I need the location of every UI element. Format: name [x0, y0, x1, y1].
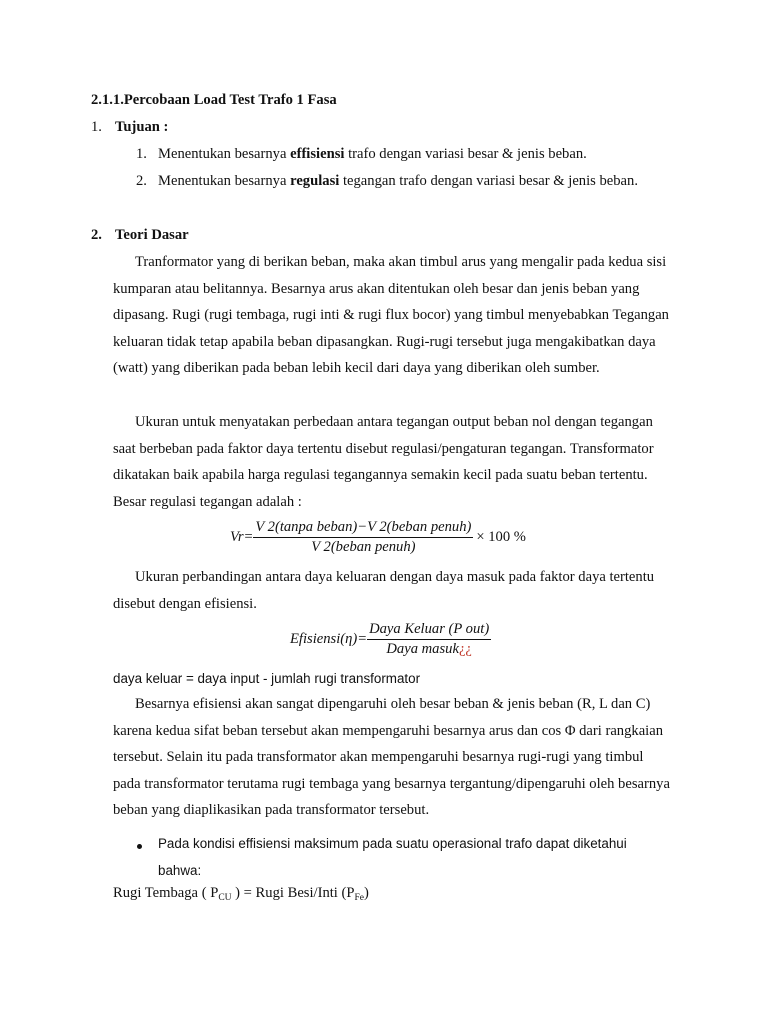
- tujuan-heading: 1. Tujuan :: [91, 119, 169, 135]
- formula-efisiensi: Efisiensi(η)= $\frac{\text{Daya Keluar (P out)}}{\text{Daya masuk¿¿}}$: [290, 621, 490, 657]
- bullet-text: Pada kondisi effisiensi maksimum pada suatu operasional trafo dapat diketahui bahwa:: [158, 836, 627, 878]
- teori-paragraph-1: Tranformator yang di berikan beban, maka akan timbul arus yang mengalir pada kedua sisi kumparan atau belitannya. Besarnya arus akan ditentukan oleh besar dan jenis beban yang dipasang. Rugi (rugi tembaga, rugi inti & rugi flux bocor) yang timbul menyebabkan Tegangan keluaran tidak tetap apabila beban dipasangkan. Rugi-rugi tersebut juga mengakibatkan daya (watt) yang diberikan pada beban lebih kecil dari daya yang diberikan oleh sumber.: [113, 254, 669, 377]
- tujuan-item-1: 1. Menentukan besarnya effisiensi trafo dengan variasi besar & jenis beban.: [136, 146, 587, 162]
- daya-keluar-line: daya keluar = daya input - jumlah rugi transformator: [113, 671, 421, 686]
- formula-regulasi: Vr= $\frac{\text{V 2(tanpa beban)−V 2(beban penuh)}}{\text{V 2(beban penuh)}}$ × 100 %: [230, 519, 526, 555]
- teori-heading: 2. Teori Dasar: [91, 227, 189, 243]
- formula-efisiensi-fraction: $\frac{\text{Daya Keluar (P out)}}{\text{Daya masuk¿¿}}$: [369, 621, 490, 657]
- teori-paragraph-2: Ukuran untuk menyatakan perbedaan antara tegangan output beban nol dengan tegangan saat berbeban pada faktor daya tertentu disebut regulasi/pengaturan tegangan. Transformator dikatakan baik apabila harga regulasi tegangannya semakin kecil pada suatu beban tertentu. Besar regulasi tegangan adalah :: [113, 414, 654, 510]
- formula-regulasi-fraction: $\frac{\text{V 2(tanpa beban)−V 2(beban penuh)}}{\text{V 2(beban penuh)}}$: [255, 519, 472, 555]
- tujuan-item-2: 2. Menentukan besarnya regulasi tegangan trafo dengan variasi besar & jenis beban.: [136, 173, 638, 189]
- section-heading: 2.1.1.Percobaan Load Test Trafo 1 Fasa: [91, 92, 337, 108]
- rugi-equation: Rugi Tembaga ( $P_{CU}$ ) = Rugi Besi/Inti $(P_{Fe})$: [113, 885, 369, 903]
- teori-paragraph-4: Besarnya efisiensi akan sangat dipengaruhi oleh besar beban & jenis beban (R, L dan C) karena kedua sifat beban tersebut akan mempengaruhi besarnya arus dan cos Φ dari rangkaian tersebut. Selain itu pada transformator akan mempengaruhi besarnya rugi-rugi yang timbul pada transformator terutama rugi tembaga yang besarnya tergantung/dipengaruhi oleh besarnya beban yang diaplikasikan pada transformator tersebut.: [113, 696, 670, 819]
- teori-paragraph-3: Ukuran perbandingan antara daya keluaran dengan daya masuk pada faktor daya tertentu disebut dengan efisiensi.: [113, 569, 655, 612]
- bullet-dot: [137, 837, 142, 854]
